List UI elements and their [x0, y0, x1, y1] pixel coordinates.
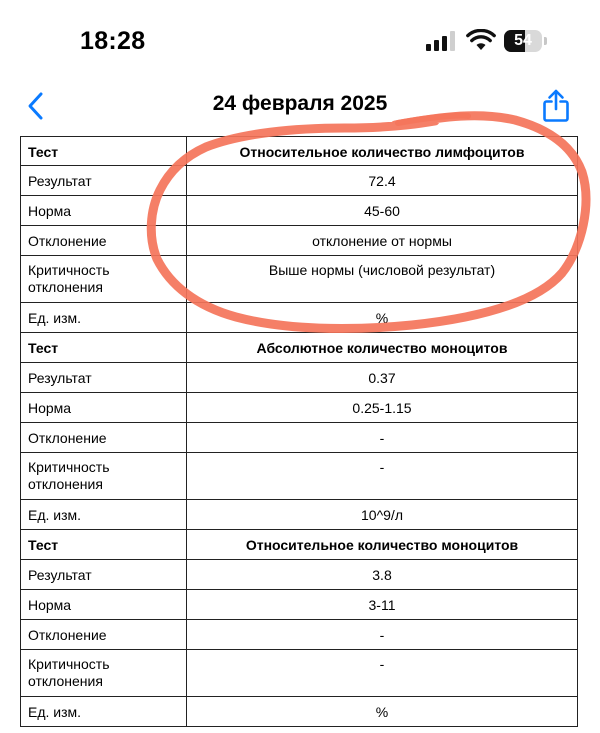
row-value: 3.8 — [372, 567, 392, 583]
navigation-bar — [0, 85, 600, 130]
row-label: Результат — [28, 370, 92, 386]
result-row — [21, 226, 578, 256]
row-value-cell — [187, 423, 578, 453]
result-row — [21, 196, 578, 226]
page-title: 24 февраля 2025 — [212, 92, 388, 115]
result-row — [21, 453, 578, 500]
row-label-cell — [21, 363, 187, 393]
test-label-cell — [21, 333, 187, 363]
lab-results-table — [20, 136, 578, 727]
test-label: Тест — [28, 144, 59, 160]
row-value-cell — [187, 393, 578, 423]
row-value: % — [375, 310, 389, 326]
row-value-cell — [187, 256, 578, 303]
row-label-cell — [21, 453, 187, 500]
result-row — [21, 560, 578, 590]
test-name: Относительное количество лимфоцитов — [239, 144, 525, 160]
battery-percent: 54 — [514, 32, 532, 49]
row-value-cell — [187, 303, 578, 333]
test-header-row — [21, 333, 578, 363]
row-value-cell — [187, 590, 578, 620]
row-label: Ед. изм. — [28, 310, 82, 326]
result-row — [21, 393, 578, 423]
test-label: Тест — [28, 340, 59, 356]
status-time: 18:28 — [80, 27, 146, 55]
row-label: Отклонение — [28, 233, 107, 249]
result-row — [21, 590, 578, 620]
row-label: Критичность отклонения — [28, 656, 110, 689]
row-label-cell — [21, 620, 187, 650]
row-label: Критичность отклонения — [28, 459, 110, 492]
row-label-cell — [21, 560, 187, 590]
test-label-cell — [21, 530, 187, 560]
result-row — [21, 423, 578, 453]
test-header-row — [21, 530, 578, 560]
row-value: - — [379, 430, 385, 446]
row-label: Норма — [28, 597, 72, 613]
row-value: отклонение от нормы — [312, 233, 452, 249]
result-row — [21, 363, 578, 393]
test-name-cell — [187, 137, 578, 166]
test-label-cell — [21, 137, 187, 166]
row-label: Отклонение — [28, 430, 107, 446]
result-row — [21, 697, 578, 727]
row-value: 10^9/л — [361, 507, 403, 523]
row-label: Результат — [28, 567, 92, 583]
row-label: Норма — [28, 203, 72, 219]
row-label-cell — [21, 650, 187, 697]
row-label-cell — [21, 303, 187, 333]
row-value: Выше нормы (числовой результат) — [268, 262, 496, 278]
row-label: Норма — [28, 400, 72, 416]
row-value-cell — [187, 196, 578, 226]
row-value: - — [379, 627, 385, 643]
result-row — [21, 500, 578, 530]
wifi-icon — [466, 29, 496, 51]
row-value: 72.4 — [368, 173, 396, 189]
test-name: Абсолютное количество моноцитов — [256, 340, 508, 356]
test-name: Относительное количество моноцитов — [245, 537, 519, 553]
test-name-cell — [187, 530, 578, 560]
row-value: 3-11 — [368, 597, 396, 613]
row-value-cell — [187, 650, 578, 697]
row-value: 0.25-1.15 — [352, 400, 412, 416]
row-label: Результат — [28, 173, 92, 189]
battery-icon — [504, 30, 548, 52]
row-label-cell — [21, 226, 187, 256]
row-value: - — [379, 656, 385, 672]
row-value-cell — [187, 500, 578, 530]
row-label-cell — [21, 256, 187, 303]
row-label: Отклонение — [28, 627, 107, 643]
row-label: Критичность отклонения — [28, 262, 110, 295]
test-name-cell — [187, 333, 578, 363]
result-row — [21, 620, 578, 650]
result-row — [21, 650, 578, 697]
row-label-cell — [21, 393, 187, 423]
row-label-cell — [21, 697, 187, 727]
test-header-row — [21, 137, 578, 166]
row-label: Ед. изм. — [28, 507, 82, 523]
row-value-cell — [187, 560, 578, 590]
row-label-cell — [21, 166, 187, 196]
share-icon[interactable] — [542, 89, 570, 123]
row-label-cell — [21, 423, 187, 453]
result-row — [21, 303, 578, 333]
row-value-cell — [187, 620, 578, 650]
test-label: Тест — [28, 537, 59, 553]
cellular-signal-icon — [426, 31, 459, 51]
result-row — [21, 256, 578, 303]
row-value: 0.37 — [368, 370, 396, 386]
row-label-cell — [21, 196, 187, 226]
row-value: % — [375, 704, 389, 720]
row-value-cell — [187, 166, 578, 196]
row-value-cell — [187, 453, 578, 500]
row-label-cell — [21, 590, 187, 620]
row-value-cell — [187, 226, 578, 256]
row-value-cell — [187, 363, 578, 393]
row-label-cell — [21, 500, 187, 530]
result-row — [21, 166, 578, 196]
row-value-cell — [187, 697, 578, 727]
status-bar — [0, 0, 600, 80]
row-value: 45-60 — [364, 203, 400, 219]
row-value: - — [379, 459, 385, 475]
row-label: Ед. изм. — [28, 704, 82, 720]
